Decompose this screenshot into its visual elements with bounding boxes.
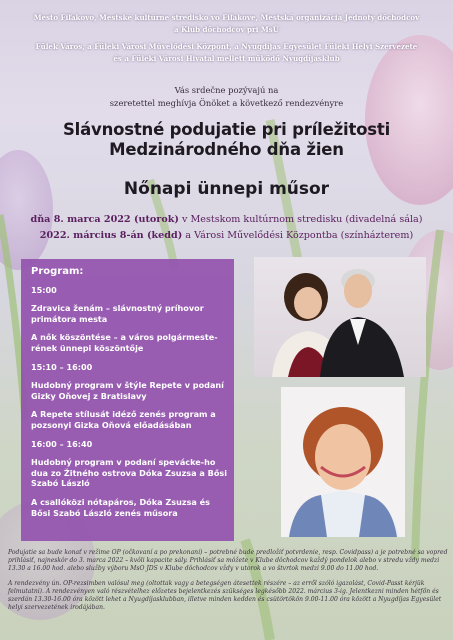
registration-note-sk: Podujatie sa bude konať v režime OP (očkovaní a po prekonaní) – potrebné bude predložiť potvrdenie, resp. Covidpass) a je potrebné sa vopred prihlásiť, najneskôr do 3. marca 2022 – kvôli kapacite sály. Prihlásiť sa môžete v Klube dôchodcov každý pondelok alebo v stredu vždy medzi 13.30 a 16.00 hod. alebo služby výboru MsO JDS v Klube dôchodcov vždy v utorok a vo štvrtok medzi 9.00 do 11.00 hod. bbox=[8, 549, 448, 573]
program-item: 16:00 – 16:40 bbox=[31, 438, 93, 449]
organizers-header bbox=[0, 12, 453, 64]
program-box bbox=[21, 259, 234, 541]
date-sk-venue: v Mestskom kultúrnom stredisku (divadelná sála) bbox=[178, 214, 423, 225]
organizers-sk-line1: Mesto Fiľakovo, Mestské kultúrne stredisko vo Fiľakove, Mestská organizácia Jednoty dôchodcov bbox=[33, 13, 420, 22]
registration-notes bbox=[8, 549, 448, 612]
date-hu bbox=[0, 228, 453, 244]
invitation-sk: Vás srdečne pozývajú na bbox=[174, 85, 279, 95]
event-dates bbox=[0, 212, 453, 244]
invitation-text bbox=[0, 84, 453, 110]
event-title-line1: Slávnostné podujatie pri príležitosti bbox=[62, 120, 391, 139]
invitation-hu: szeretettel meghívja Önöket a következő rendezvényre bbox=[109, 98, 344, 108]
program-item: 15:10 – 16:00 bbox=[31, 361, 93, 372]
singer-gizka-photo bbox=[281, 387, 405, 537]
organizers-sk-line2: a Klub dôchodcov pri MsÚ bbox=[174, 24, 279, 34]
date-sk bbox=[0, 212, 453, 228]
duo-singers-photo bbox=[254, 257, 426, 377]
program-item: A csallóközi nótapáros, Dóka Zsuzsa és Bősi Szabó László zenés műsora bbox=[31, 496, 210, 518]
organizers-hu-line2: és a Füleki Városi Hivatal mellett működő Nyugdíjasklub bbox=[113, 53, 340, 63]
program-item: A nők köszöntése – a város polgármeste-rének ünnepi köszöntője bbox=[31, 332, 218, 353]
event-title-line2: Medzinárodného dňa žien bbox=[109, 140, 344, 159]
program-heading: Program: bbox=[31, 266, 84, 277]
event-subtitle: Nőnapi ünnepi műsor bbox=[123, 179, 330, 199]
date-hu-venue: a Városi Művelődési Központba (színházterem) bbox=[182, 230, 414, 241]
program-item: Hudobný program v podaní spevácke-ho dua zo Žitného ostrova Dóka Zsuzsa a Bősi Szabó László bbox=[31, 457, 227, 489]
program-item: Zdravica ženám – slávnostný príhovor primátora mesta bbox=[31, 303, 204, 324]
program-item: Hudobný program v štýle Repete v podaní Gizky Oňovej z Bratislavy bbox=[31, 380, 224, 401]
program-item: A Repete stílusát idéző zenés program a pozsonyi Gizka Oňová előadásában bbox=[31, 409, 216, 430]
event-title bbox=[0, 120, 453, 160]
program-item: 15:00 bbox=[31, 284, 57, 295]
registration-note-hu: A rendezvény ún. OP-rezsimben valósul meg (oltottak vagy a betegségen átesettek részére – az erről szóló igazolást, Covid-Passt kérjük felmutatni). A rendezvényen való részvételhez előzetes bejelentkezés szükséges legkésőbb 2022. március 3-ig. Jelentkezni minden hétfőn és szerdán 13.30-16.00 óra között lehet a Nyugdíjasklubban, illetve minden kedden és csütörtökön 9.00-11.00 óra között a Nyugdíjas Egyesület helyi szervezetének irodájában. bbox=[8, 579, 442, 612]
date-sk-bold: dňa 8. marca 2022 (utorok) bbox=[30, 214, 179, 225]
organizers-hu-line1: Fülek Város, a Füleki Városi Művelődési Központ, a Nyugdíjas Egyesület Füleki Helyi Szervezete bbox=[35, 42, 418, 51]
date-hu-bold: 2022. március 8-án (kedd) bbox=[39, 230, 183, 241]
